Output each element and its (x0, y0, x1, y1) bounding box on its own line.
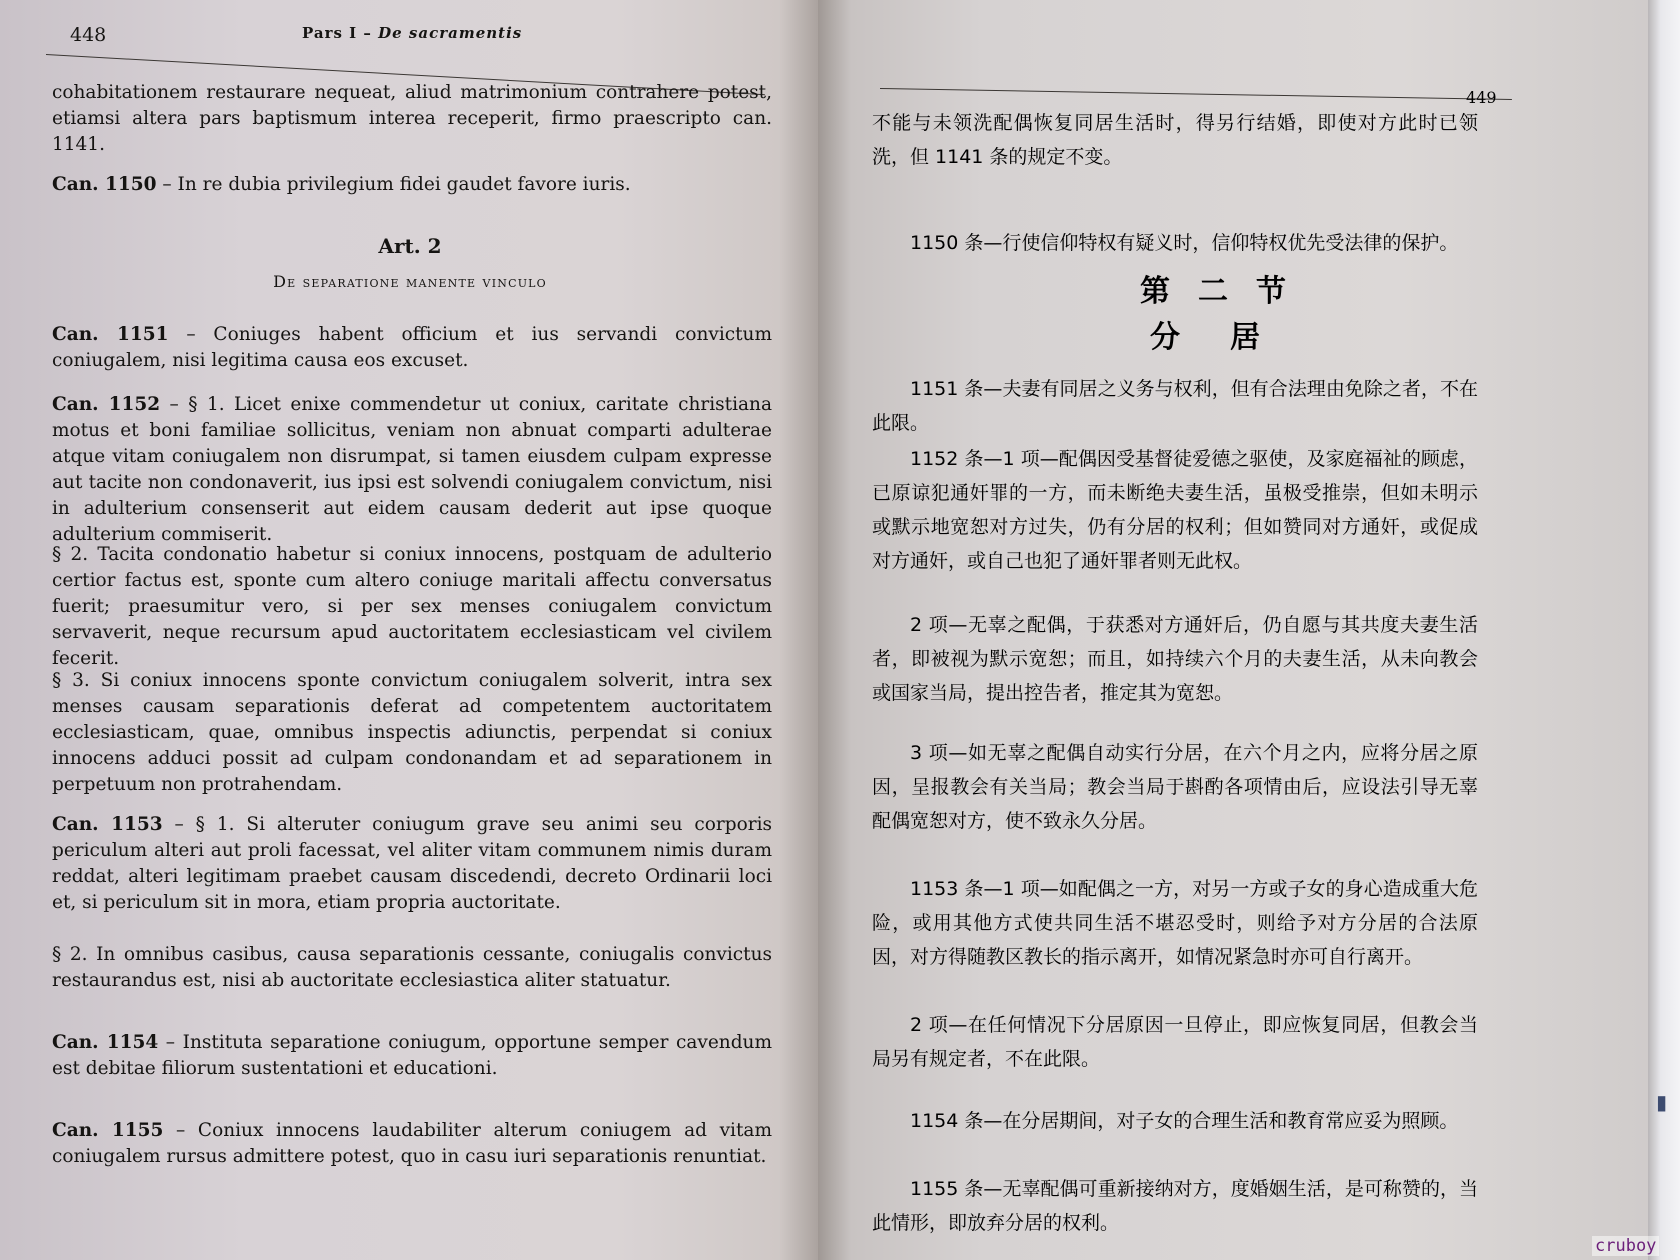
chinese-canon-1150: 1150 条—行使信仰特权有疑义时，信仰特权优先受法律的保护。 (910, 232, 1459, 254)
left-page (0, 0, 820, 1260)
chinese-canon-1152-3: 3 项—如无辜之配偶自动实行分居，在六个月之内，应将分居之原因，呈报教会有关当局；教会当局于斟酌各项情由后，应设法引导无辜配偶宽恕对方，使不致永久分居。 (872, 742, 1478, 832)
chinese-canon-1154: 1154 条—在分居期间，对子女的合理生活和教育常应妥为照顾。 (910, 1110, 1459, 1132)
chinese-canon-1151: 1151 条—夫妻有同居之义务与权利，但有合法理由免除之者，不在此限。 (872, 378, 1478, 434)
canon-1151 (52, 322, 772, 374)
canon-text: – Instituta separatione coniugum, opportune semper cavendum est debitae filiorum sustentationi et educationi. (52, 1032, 772, 1079)
canon-number: Can. 1155 (52, 1120, 164, 1141)
canon-number: Can. 1154 (52, 1032, 159, 1053)
canon-1155 (52, 1118, 772, 1170)
chinese-canon-1152-2: 2 项—无辜之配偶，于获悉对方通奸后，仍自愿与其共度夫妻生活者，即被视为默示宽恕；而且，如持续六个月的夫妻生活，从未向教会或国家当局，提出控告者，推定其为宽恕。 (872, 614, 1478, 704)
page-number-right: 449 (1466, 88, 1497, 107)
canon-1153-par2: § 2. In omnibus casibus, causa separationis cessante, coniugalis convictus restaurandus est, nisi ab auctoritate ecclesiastica aliter statuatur. (52, 944, 772, 991)
article-title: Art. 2 (378, 234, 442, 258)
running-head-pars: Pars I – (302, 24, 372, 42)
canon-text: – § 1. Licet enixe commendetur ut coniux, caritate christiana motus et boni familiae sollicitus, veniam non abnuat comparti adulterae atque vitam coniugalem non disrumpat, si tamen eiusdem culpam expresse aut tacite non condonaverit, ius ipsi est solvendi coniugalem convictum, nisi in adulterium consenserit aut eidem causam dederit aut ipse quoque adulterium commiserit. (52, 394, 772, 545)
canon-1154 (52, 1030, 772, 1082)
watermark: cruboy (1592, 1236, 1659, 1256)
canon-1153-par1 (52, 812, 772, 916)
canon-1152-par2: § 2. Tacita condonatio habetur si coniux innocens, postquam de adulterio certior factus est, sponte cum altero coniuge maritali affectu conversatus fuerit; praesumitur vero, si per sex menses coniugalem convictum servaverit, neque recursum apud auctoritatem ecclesiasticam vel civilem fecerit. (52, 544, 772, 669)
chinese-canon-1153-2: 2 项—在任何情况下分居原因一旦停止，即应恢复同居，但教会当局另有规定者，不在此限。 (872, 1014, 1478, 1070)
canon-text: – Coniuges habent officium et ius servandi convictum coniugalem, nisi legitima causa eos excuset. (52, 324, 772, 371)
canon-number: Can. 1150 (52, 174, 157, 195)
canon-number: Can. 1152 (52, 394, 161, 415)
section-subtitle: 分居 (1150, 320, 1310, 355)
canon-1150 (52, 172, 772, 198)
latin-carryover: cohabitationem restaurare nequeat, aliud matrimonium contrahere potest, etiamsi altera pars baptismum interea receperit, firmo praescripto can. 1141. (52, 82, 772, 155)
canon-1152-par3: § 3. Si coniux innocens sponte convictum coniugalem solverit, intra sex menses causam separationis deferat ad competentem auctoritatem ecclesiasticam, quae, omnibus inspectis adiunctis, perpendat si coniux innocens adduci possit ad culpam condonandam et ad separationem in perpetuum non protrahendam. (52, 670, 772, 795)
chinese-canon-1155: 1155 条—无辜配偶可重新接纳对方，度婚姻生活，是可称赞的，当此情形，即放弃分居的权利。 (872, 1178, 1478, 1234)
chinese-carryover: 不能与未领洗配偶恢复同居生活时，得另行结婚，即使对方此时已领洗，但 1141 条的规定不变。 (872, 112, 1478, 168)
running-head-title: De sacramentis (378, 24, 523, 42)
chinese-canon-1152-1: 1152 条—1 项—配偶因受基督徒爱德之驱使，及家庭福祉的顾虑，已原谅犯通奸罪的一方，而未断绝夫妻生活，虽极受推崇，但如未明示或默示地宽恕对方过失，仍有分居的权利；但如赞同对方通奸，或促成对方通奸，或自己也犯了通奸罪者则无此权。 (872, 448, 1478, 572)
edge-smudge-icon: ▮ (1656, 1090, 1668, 1114)
running-head (302, 24, 522, 42)
page-number-left: 448 (70, 24, 107, 46)
chinese-canon-1153-1: 1153 条—1 项—如配偶之一方，对另一方或子女的身心造成重大危险，或用其他方式使共同生活不堪忍受时，则给予对方分居的合法原因，对方得随教区教长的指示离开，如情况紧急时亦可自行离开。 (872, 878, 1478, 968)
canon-text: – In re dubia privilegium fidei gaudet favore iuris. (156, 174, 631, 195)
next-book-edge (1648, 0, 1680, 1260)
canon-number: Can. 1153 (52, 814, 163, 835)
article-subtitle: De separatione manente vinculo (273, 272, 547, 291)
canon-text: – § 1. Si alteruter coniugum grave seu animi seu corporis periculum alteri aut proli facessat, vel aliter vitam communem nimis duram reddat, alteri legitimam praebet causam discedendi, decreto Ordinarii loci et, si periculum sit in mora, etiam propria auctoritate. (52, 814, 772, 913)
canon-1152-par1 (52, 392, 772, 548)
section-title: 第二节 (1140, 274, 1314, 309)
canon-text: – Coniux innocens laudabiliter alterum coniugem ad vitam coniugalem rursus admittere potest, quo in casu iuri separationis renuntiat. (52, 1120, 772, 1167)
canon-number: Can. 1151 (52, 324, 169, 345)
